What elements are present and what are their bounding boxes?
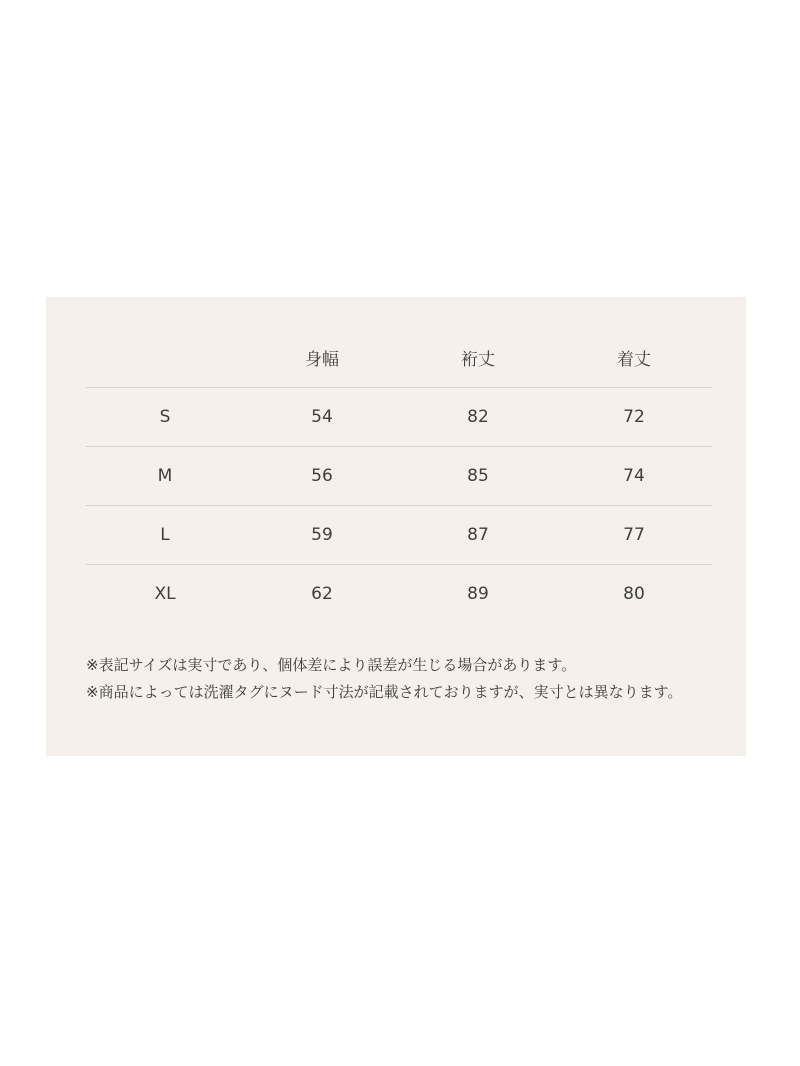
size-label: S: [86, 388, 244, 447]
sleeve-length-value: 87: [400, 506, 556, 565]
size-chart-panel: [46, 297, 746, 756]
sleeve-length-value: 85: [400, 447, 556, 506]
size-notes: [86, 652, 716, 706]
table-row: [86, 447, 712, 506]
header-total-length: 着丈: [556, 327, 712, 388]
size-label: M: [86, 447, 244, 506]
table-header-row: [86, 327, 712, 388]
total-length-value: 74: [556, 447, 712, 506]
note-measurement-variance: ※表記サイズは実寸であり、個体差により誤差が生じる場合があります。: [86, 656, 577, 674]
table-row: [86, 565, 712, 624]
total-length-value: 77: [556, 506, 712, 565]
sleeve-length-value: 89: [467, 584, 489, 604]
body-width-value: 54: [244, 388, 400, 447]
body-width-value: 56: [244, 447, 400, 506]
header-sleeve-length: 裄丈: [400, 327, 556, 388]
body-width-value: 62: [311, 584, 333, 604]
sleeve-length-value: 82: [400, 388, 556, 447]
size-label: L: [86, 506, 244, 565]
body-width-value: 59: [244, 506, 400, 565]
note-nude-size-label: ※商品によっては洗濯タグにヌード寸法が記載されておりますが、実寸とは異なります。: [86, 683, 683, 701]
total-length-value: 80: [623, 584, 645, 604]
header-size-cell: [86, 327, 244, 388]
size-label: XL: [154, 584, 176, 604]
table-row: [86, 388, 712, 447]
size-table: [86, 327, 712, 623]
header-body-width: 身幅: [244, 327, 400, 388]
total-length-value: 72: [556, 388, 712, 447]
table-row: [86, 506, 712, 565]
